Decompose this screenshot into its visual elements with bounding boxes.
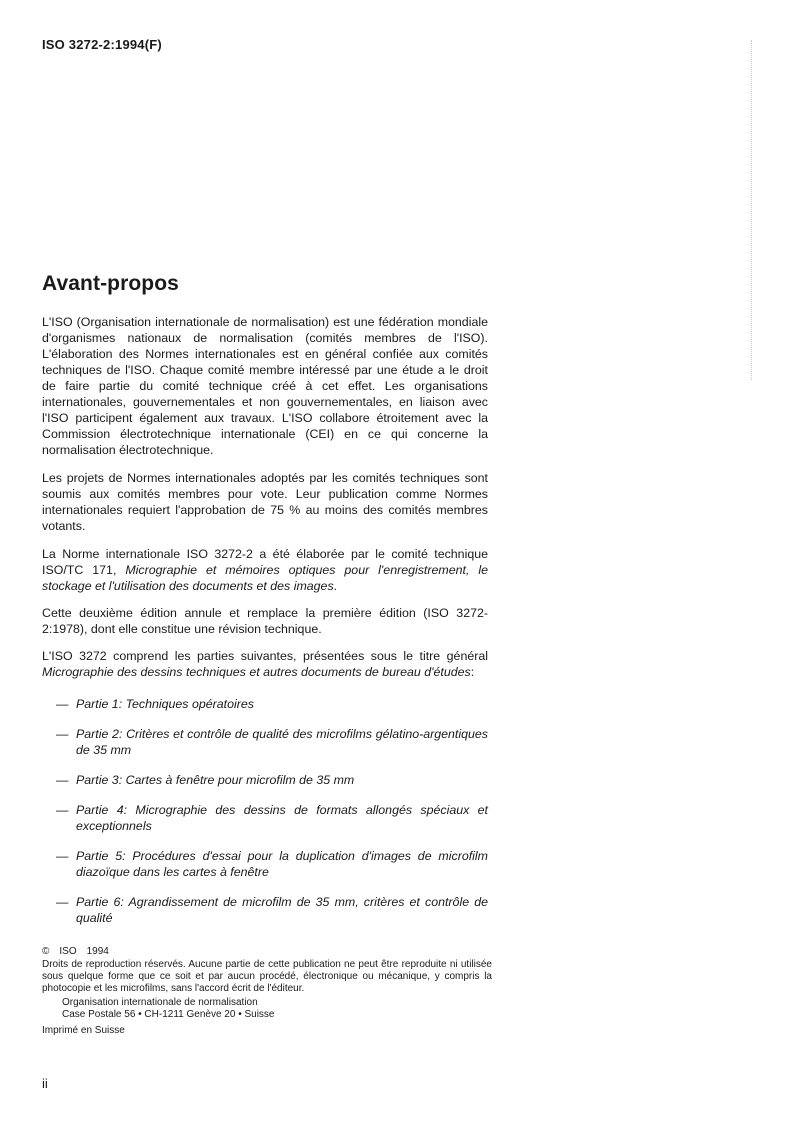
printed-in: Imprimé en Suisse bbox=[42, 1025, 125, 1036]
list-dash: — bbox=[56, 895, 69, 909]
copyright-line bbox=[42, 946, 492, 958]
part-title: Partie 4: Micrographie des dessins de formats allongés spéciaux et exceptionnels bbox=[76, 803, 488, 833]
publisher-org: Organisation internationale de normalisation bbox=[62, 997, 258, 1008]
paragraph-committee bbox=[42, 546, 488, 594]
parts-general-title: Micrographie des dessins techniques et autres documents de bureau d'études bbox=[42, 665, 471, 679]
page-number: ii bbox=[42, 1076, 48, 1091]
copyright-year: 1994 bbox=[86, 946, 109, 957]
copyright-holder: ISO bbox=[59, 946, 77, 957]
parts-intro-colon: : bbox=[470, 665, 475, 679]
list-dash: — bbox=[56, 849, 69, 863]
parts-list bbox=[42, 696, 488, 926]
committee-text: La Norme internationale ISO 3272-2 a été élaborée par le comité technique ISO/TC 171, bbox=[42, 547, 488, 577]
part-title: Partie 3: Cartes à fenêtre pour microfilm de 35 mm bbox=[76, 773, 355, 787]
list-dash: — bbox=[56, 773, 69, 787]
list-dash: — bbox=[56, 727, 69, 741]
rights-statement: Droits de reproduction réservés. Aucune partie de cette publication ne peut être reproduite ni utilisée sous quelque forme que ce soit et par aucun procédé, électronique ou mécanique, y compris la photocopie et les microfilms, sans l'accord écrit de l'éditeur. bbox=[42, 959, 492, 994]
paragraph-parts-intro bbox=[42, 648, 488, 680]
copyright-notice bbox=[42, 946, 492, 1037]
document-reference: ISO 3272-2:1994(F) bbox=[42, 37, 162, 52]
list-item bbox=[42, 894, 488, 926]
foreword-body bbox=[42, 314, 488, 940]
margin-scan-artifact bbox=[751, 40, 753, 380]
part-title: Partie 6: Agrandissement de microfilm de 35 mm, critères et contrôle de qualité bbox=[76, 895, 488, 925]
part-title: Partie 1: Techniques opératoires bbox=[76, 697, 254, 711]
list-item bbox=[42, 848, 488, 880]
list-item bbox=[42, 696, 488, 712]
postal-address: Case Postale 56 • CH-1211 Genève 20 • Suisse bbox=[62, 1009, 275, 1020]
committee-period: . bbox=[333, 579, 338, 593]
list-dash: — bbox=[56, 803, 69, 817]
copyright-symbol: © bbox=[42, 946, 50, 957]
paragraph-iso-intro: L'ISO (Organisation internationale de normalisation) est une fédération mondiale d'organismes nationaux de normalisation (comités membres de l'ISO). L'élaboration des Normes internationales est en général confiée aux comités techniques de l'ISO. Chaque comité membre intéressé par une étude a le droit de faire partie du comité technique créé à cet effet. Les organisations internationales, gouvernementales et non gouvernementales, en liaison avec l'ISO participent également aux travaux. L'ISO collabore étroitement avec la Commission électrotechnique internationale (CEI) en ce qui concerne la normalisation électrotechnique. bbox=[42, 315, 488, 457]
list-item bbox=[42, 802, 488, 834]
paragraph-draft-standards: Les projets de Normes internationales adoptés par les comités techniques sont soumis aux comités membres pour vote. Leur publication comme Normes internationales requiert l'approbation de 75 % au moins des comités membres votants. bbox=[42, 471, 488, 533]
section-title: Avant-propos bbox=[42, 272, 179, 295]
committee-title: Micrographie et mémoires optiques pour l'enregistrement, le stockage et l'utilisation des documents et des images bbox=[42, 563, 488, 593]
paragraph-edition: Cette deuxième édition annule et remplace la première édition (ISO 3272-2:1978), dont elle constitue une révision technique. bbox=[42, 606, 488, 636]
publisher-address bbox=[42, 997, 492, 1021]
list-item bbox=[42, 726, 488, 758]
list-dash: — bbox=[56, 697, 69, 711]
list-item bbox=[42, 772, 488, 788]
parts-intro-text: L'ISO 3272 comprend les parties suivantes, présentées sous le titre général bbox=[42, 649, 488, 663]
part-title: Partie 5: Procédures d'essai pour la duplication d'images de microfilm diazoïque dans les cartes à fenêtre bbox=[76, 849, 488, 879]
part-title: Partie 2: Critères et contrôle de qualité des microfilms gélatino-argentiques de 35 mm bbox=[76, 727, 488, 757]
